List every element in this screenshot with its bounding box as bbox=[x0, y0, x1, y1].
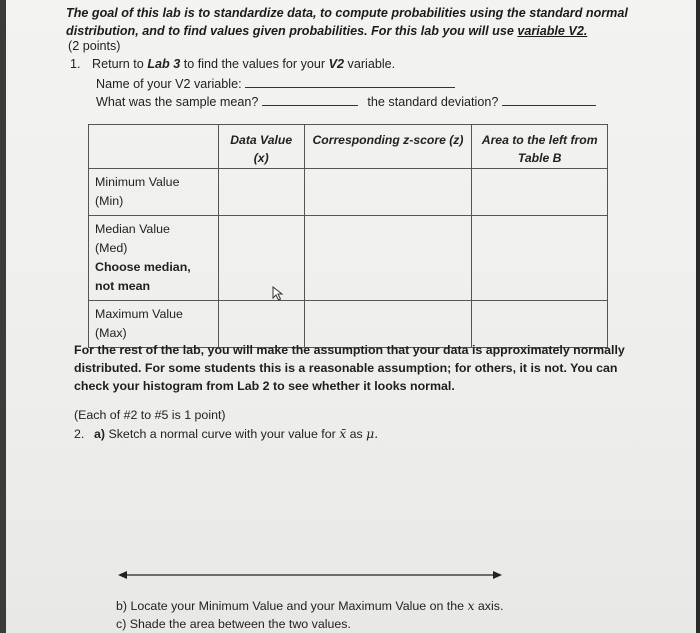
normality-assumption-paragraph: For the rest of the lab, you will make the assumption that your data is approximately normally distributed. For some students this is a reasonable assumption; for others, it is not. You can check your histogram from Lab 2 to see whether it looks normal. bbox=[74, 343, 625, 393]
header-data-value: Data Value (x) bbox=[218, 125, 304, 169]
row-label-min: Minimum Value (Min) bbox=[89, 169, 219, 216]
table-header-row bbox=[89, 125, 608, 169]
intro-paragraph bbox=[66, 4, 646, 40]
xbar-symbol: x̄ bbox=[339, 426, 347, 441]
header-z-score: Corresponding z-score (z) bbox=[304, 125, 472, 169]
table-row bbox=[89, 216, 608, 301]
sample-mean-prompt: What was the sample mean? bbox=[96, 95, 259, 109]
question-2c: c) Shade the area between the two values. bbox=[116, 617, 351, 631]
question-1 bbox=[70, 57, 395, 71]
x-variable: x bbox=[467, 598, 475, 613]
lab-3-ref: Lab 3 bbox=[147, 57, 181, 71]
sample-mean-blank[interactable] bbox=[262, 93, 358, 106]
values-table bbox=[88, 124, 608, 348]
part-b-text: b) Locate your Minimum Value and your Maximum Value on the bbox=[116, 599, 468, 613]
as-text: as bbox=[346, 427, 367, 441]
row-label-median: Median Value (Med) Choose median, not mean bbox=[89, 216, 219, 301]
question-2a bbox=[74, 426, 378, 441]
cell-med-area[interactable] bbox=[472, 216, 608, 301]
variable-v2-underlined: variable V2. bbox=[517, 24, 588, 38]
mu-symbol: μ. bbox=[366, 426, 379, 441]
mean-sd-row bbox=[96, 93, 596, 109]
part-b-end: axis. bbox=[474, 599, 504, 613]
points-note: (Each of #2 to #5 is 1 point) bbox=[74, 408, 226, 422]
worksheet-page bbox=[6, 0, 696, 633]
question-2-number: 2. bbox=[74, 427, 85, 441]
cell-med-z[interactable] bbox=[304, 216, 472, 301]
cell-min-z[interactable] bbox=[304, 169, 472, 216]
v2-ref: V2 bbox=[328, 57, 345, 71]
q1-text-a: Return to bbox=[92, 57, 148, 71]
variable-name-blank[interactable] bbox=[245, 75, 455, 88]
table-row bbox=[89, 169, 608, 216]
intro-text: The goal of this lab is to standardize data, to compute probabilities using the standard normal distribution, and to find values given probabilities. For this lab you will use bbox=[66, 6, 628, 38]
points-label: (2 points) bbox=[68, 39, 121, 53]
q1-text-c: variable. bbox=[344, 57, 396, 71]
question-1-number: 1. bbox=[70, 57, 81, 71]
x-axis-double-arrow bbox=[118, 568, 502, 582]
cell-med-x[interactable] bbox=[218, 216, 304, 301]
header-area-left: Area to the left from Table B bbox=[472, 125, 608, 169]
sd-prompt: the standard deviation? bbox=[367, 95, 499, 109]
row-label-max: Maximum Value (Max) bbox=[89, 301, 219, 348]
q1-text-b: to find the values for your bbox=[180, 57, 329, 71]
part-a-text: Sketch a normal curve with your value for bbox=[105, 427, 340, 441]
variable-name-row bbox=[96, 75, 455, 91]
part-a-label: a) bbox=[94, 427, 106, 441]
mouse-pointer-icon bbox=[272, 286, 286, 302]
cell-min-x[interactable] bbox=[218, 169, 304, 216]
variable-name-prompt: Name of your V2 variable: bbox=[96, 77, 242, 91]
header-empty bbox=[89, 125, 219, 169]
question-2b bbox=[116, 598, 503, 613]
cell-min-area[interactable] bbox=[472, 169, 608, 216]
sd-blank[interactable] bbox=[502, 93, 596, 106]
